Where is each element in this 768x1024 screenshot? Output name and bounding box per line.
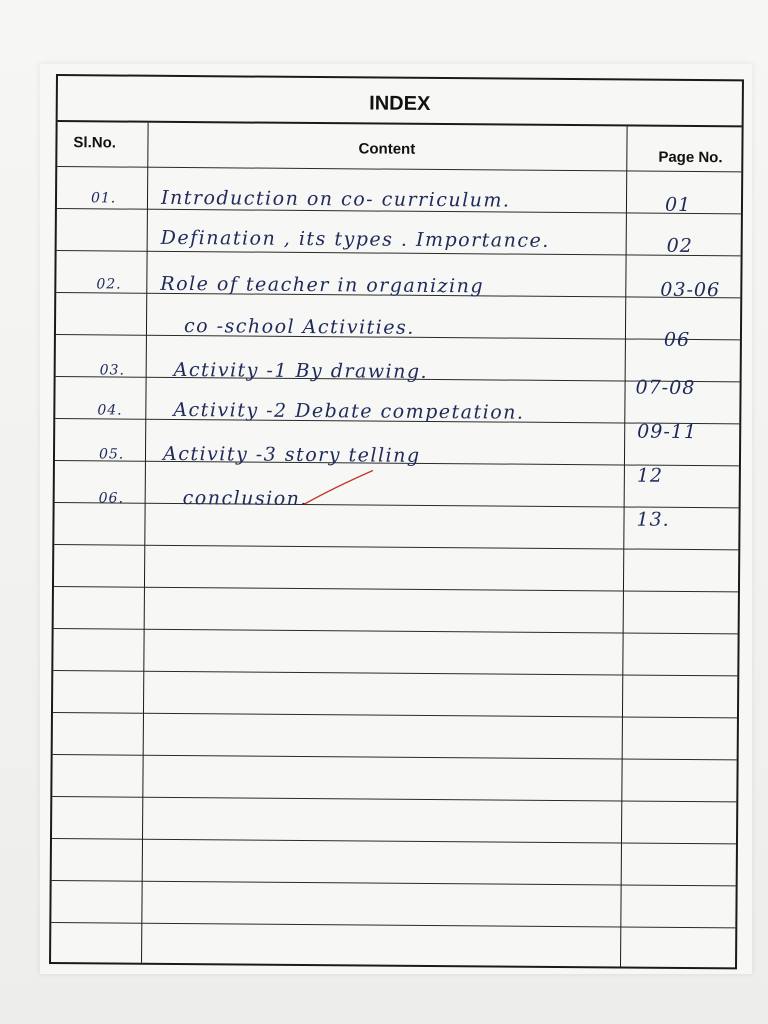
row-rule — [53, 754, 737, 760]
row-rule — [51, 922, 735, 928]
row-rule — [53, 670, 737, 676]
entry-page-no: 07-08 — [635, 376, 696, 400]
entry-page-no: 03-06 — [660, 278, 721, 302]
row-rule — [54, 628, 738, 634]
entry-page-no: 09-11 — [637, 420, 698, 444]
entry-page-no: 01 — [664, 193, 692, 216]
entry-sl-no: 03. — [99, 362, 126, 379]
row-rule — [57, 250, 741, 256]
header-content: Content — [358, 140, 416, 158]
row-rule — [54, 586, 738, 592]
entry-sl-no: 06. — [98, 490, 124, 507]
row-rule — [53, 712, 737, 718]
entry-sl-no: 04. — [97, 402, 123, 419]
header-page-no: Page No. — [658, 148, 723, 167]
entry-page-no: 02 — [666, 234, 693, 258]
row-rule — [54, 544, 738, 550]
entry-page-no: 12 — [636, 464, 664, 487]
entry-content: conclusion. — [182, 487, 309, 510]
entry-content: Introduction on co- curriculum. — [160, 186, 511, 212]
index-title: INDEX — [58, 76, 742, 127]
entry-content: Activity -2 Debate competation. — [173, 398, 525, 424]
entry-page-no: 13. — [636, 508, 670, 531]
header-sl-no: Sl.No. — [73, 134, 117, 152]
row-rule — [52, 880, 736, 886]
row-rule — [52, 838, 736, 844]
entry-content: Activity -1 By drawing. — [173, 358, 429, 383]
entry-sl-no: 01. — [90, 190, 117, 207]
index-table — [49, 74, 744, 969]
red-tick-icon — [303, 468, 383, 509]
entry-sl-no: 05. — [98, 446, 125, 463]
entry-page-no: 06 — [663, 328, 691, 351]
row-rule — [52, 796, 736, 802]
entry-content: co -school Activities. — [183, 315, 415, 339]
row-rule — [55, 502, 739, 508]
column-divider-page — [620, 126, 628, 966]
entry-content: Activity -3 story telling — [162, 442, 421, 467]
entry-content: Defination , its types . Importance. — [160, 226, 550, 252]
column-divider-sl — [141, 123, 149, 963]
entry-sl-no: 02. — [96, 276, 122, 293]
entry-content: Role of teacher in organizing — [160, 272, 485, 298]
